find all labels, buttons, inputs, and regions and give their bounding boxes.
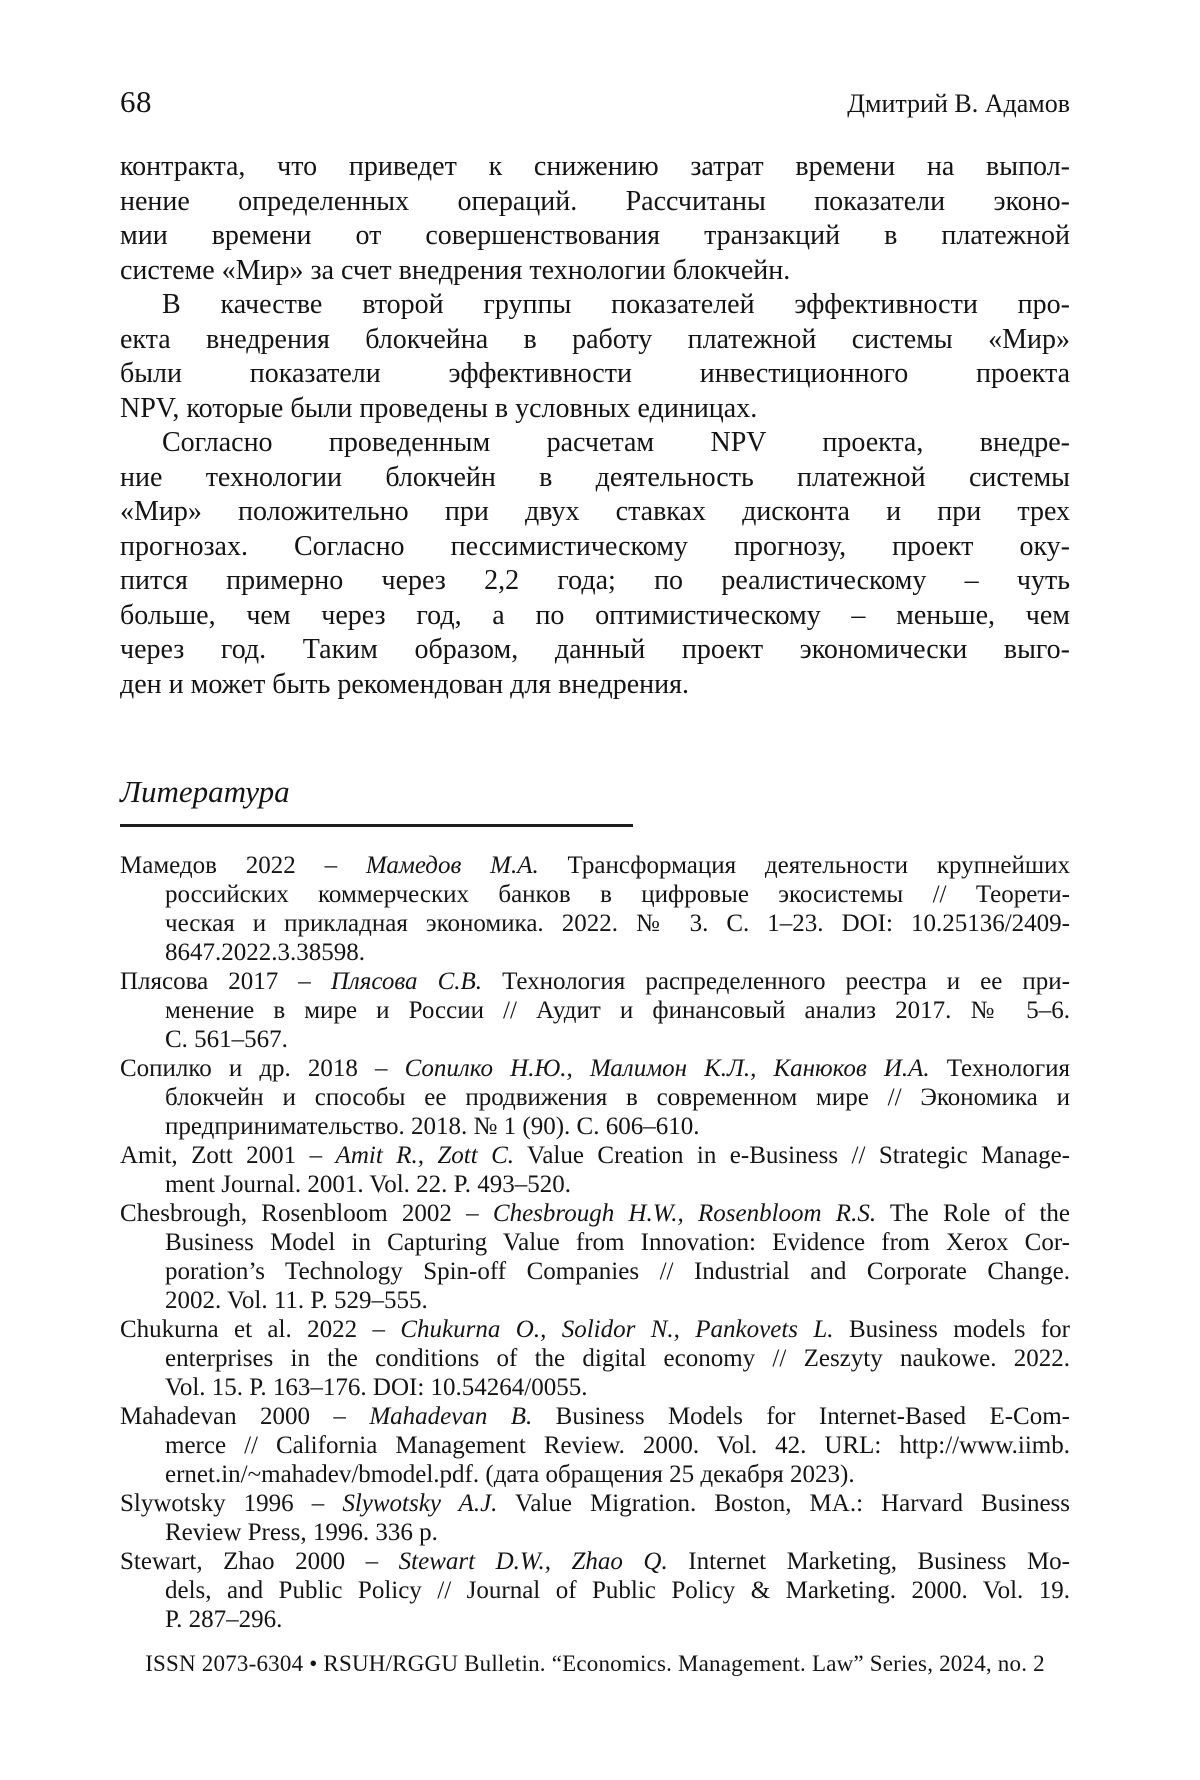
- body-line: прогнозах. Согласно пессимистическому прогнозу, проект оку-: [120, 530, 1070, 562]
- reference-line: [120, 1199, 1070, 1228]
- reference-line: merce // California Management Review. 2000. Vol. 42. URL: http://www.iimb.: [165, 1432, 1070, 1459]
- reference-line: P. 287–296.: [165, 1606, 283, 1633]
- reference-authors-italic: Stewart D.W., Zhao Q.: [398, 1548, 668, 1575]
- reference-text: Технология распределенного реестра и ее при-: [482, 968, 1070, 995]
- reference-item: [120, 1141, 1070, 1199]
- reference-line: [120, 1489, 1070, 1518]
- body-line: пится примерно через 2,2 года; по реалистическому – чуть: [120, 565, 1070, 596]
- body-line: через год. Таким образом, данный проект экономически выго-: [120, 634, 1070, 665]
- reference-line: 8647.2022.3.38598.: [165, 939, 365, 966]
- reference-text: Internet Marketing, Business Mo-: [667, 1548, 1071, 1575]
- body-line: екта внедрения блокчейна в работу платежной системы «Мир»: [120, 323, 1070, 355]
- reference-line: [120, 1315, 1070, 1344]
- reference-text: Slywotsky 1996 –: [120, 1490, 343, 1517]
- reference-authors-italic: Amit R., Zott C.: [335, 1142, 515, 1169]
- reference-line: [120, 1402, 1070, 1431]
- reference-item: [120, 1489, 1070, 1547]
- heading-rule-divider: [120, 824, 633, 827]
- reference-line: 2002. Vol. 11. P. 529–555.: [165, 1287, 428, 1314]
- reference-line: [120, 1054, 1070, 1083]
- reference-text: Сопилко и др. 2018 –: [120, 1055, 405, 1082]
- reference-line: [120, 851, 1070, 880]
- reference-line: poration’s Technology Spin-off Companies // Industrial and Corporate Change.: [165, 1258, 1070, 1285]
- reference-text: Value Migration. Boston, MA.: Harvard Business: [497, 1490, 1070, 1517]
- body-line: ние технологии блокчейн в деятельность платежной системы: [120, 461, 1070, 493]
- body-line: В качестве второй группы показателей эффективности про-: [162, 289, 1070, 320]
- reference-authors-italic: Chukurna O., Solidor N., Pankovets L.: [400, 1316, 834, 1343]
- body-line: нение определенных операций. Рассчитаны показатели эконо-: [120, 185, 1070, 217]
- reference-item: [120, 1402, 1070, 1489]
- reference-text: Business Models for Internet-Based E-Com-: [532, 1403, 1070, 1430]
- reference-line: менение в мире и России // Аудит и финансовый анализ 2017. № 5–6.: [165, 997, 1070, 1024]
- reference-line: ment Journal. 2001. Vol. 22. P. 493–520.: [165, 1171, 572, 1198]
- reference-line: [120, 1547, 1070, 1576]
- reference-line: dels, and Public Policy // Journal of Public Policy & Marketing. 2000. Vol. 19.: [165, 1577, 1070, 1604]
- reference-line: [120, 967, 1070, 996]
- reference-line: ernet.in/~mahadev/bmodel.pdf. (дата обращения 25 декабря 2023).: [165, 1461, 855, 1488]
- body-line: ден и может быть рекомендован для внедрения.: [120, 668, 689, 700]
- references-list: [120, 851, 1070, 1634]
- page-number: 68: [120, 84, 152, 119]
- reference-text: Value Creation in e-Business // Strategic Manage-: [514, 1142, 1070, 1169]
- reference-text: Business models for: [833, 1316, 1070, 1343]
- reference-text: Chesbrough, Rosenbloom 2002 –: [120, 1200, 493, 1227]
- body-text: [120, 150, 1070, 702]
- reference-authors-italic: Мамедов М.А.: [365, 852, 539, 879]
- reference-line: Business Model in Capturing Value from Innovation: Evidence from Xerox Cor-: [165, 1229, 1070, 1256]
- reference-item: [120, 967, 1070, 1054]
- reference-text: Amit, Zott 2001 –: [120, 1142, 336, 1169]
- running-head-author: Дмитрий В. Адамов: [847, 89, 1070, 118]
- page-footer: ISSN 2073-6304 • RSUH/RGGU Bulletin. “Economics. Management. Law” Series, 2024, no. 2: [145, 1651, 1045, 1676]
- reference-line: enterprises in the conditions of the digital economy // Zeszyty naukowe. 2022.: [165, 1345, 1070, 1372]
- reference-text: Технология: [929, 1055, 1070, 1082]
- reference-authors-italic: Slywotsky A.J.: [342, 1490, 498, 1517]
- reference-text: Мамедов 2022 –: [120, 852, 366, 879]
- reference-text: Chukurna et al. 2022 –: [120, 1316, 401, 1343]
- reference-text: Плясова 2017 –: [120, 968, 331, 995]
- references-heading: Литература: [120, 774, 290, 809]
- body-line: NPV, которые были проведены в условных единицах.: [120, 392, 758, 424]
- reference-line: российских коммерческих банков в цифровые экосистемы // Теорети-: [165, 881, 1070, 908]
- body-line: больше, чем через год, а по оптимистическому – меньше, чем: [120, 599, 1070, 631]
- body-line: системе «Мир» за счет внедрения технологии блокчейн.: [120, 254, 791, 286]
- reference-authors-italic: Сопилко Н.Ю., Малимон К.Л., Канюков И.А.: [404, 1055, 930, 1082]
- body-line: контракта, что приведет к снижению затрат времени на выпол-: [120, 151, 1070, 182]
- reference-authors-italic: Плясова С.В.: [330, 968, 483, 995]
- reference-authors-italic: Mahadevan B.: [369, 1403, 533, 1430]
- reference-text: Mahadevan 2000 –: [120, 1403, 370, 1430]
- reference-line: С. 561–567.: [165, 1026, 288, 1053]
- reference-authors-italic: Chesbrough H.W., Rosenbloom R.S.: [492, 1200, 877, 1227]
- reference-item: [120, 1315, 1070, 1402]
- body-line: мии времени от совершенствования транзакций в платежной: [120, 220, 1070, 251]
- reference-line: Vol. 15. P. 163–176. DOI: 10.54264/0055.: [165, 1374, 588, 1401]
- reference-item: [120, 1054, 1070, 1141]
- reference-item: [120, 851, 1070, 967]
- reference-item: [120, 1547, 1070, 1634]
- body-line: «Мир» положительно при двух ставках дисконта и при трех: [120, 496, 1070, 527]
- body-line: Согласно проведенным расчетам NPV проекта, внедре-: [162, 427, 1070, 458]
- reference-text: The Role of the: [876, 1200, 1071, 1227]
- reference-text: Stewart, Zhao 2000 –: [120, 1548, 399, 1575]
- reference-item: [120, 1199, 1070, 1315]
- reference-line: предпринимательство. 2018. № 1 (90). С. 606–610.: [165, 1113, 700, 1140]
- reference-line: Review Press, 1996. 336 p.: [165, 1519, 438, 1546]
- page-header: [120, 84, 1070, 120]
- body-line: были показатели эффективности инвестиционного проекта: [120, 358, 1070, 389]
- reference-text: Трансформация деятельности крупнейших: [538, 852, 1071, 879]
- reference-line: [120, 1141, 1070, 1170]
- reference-line: ческая и прикладная экономика. 2022. № 3. С. 1–23. DOI: 10.25136/2409-: [165, 910, 1070, 937]
- reference-line: блокчейн и способы ее продвижения в современном мире // Экономика и: [165, 1084, 1070, 1111]
